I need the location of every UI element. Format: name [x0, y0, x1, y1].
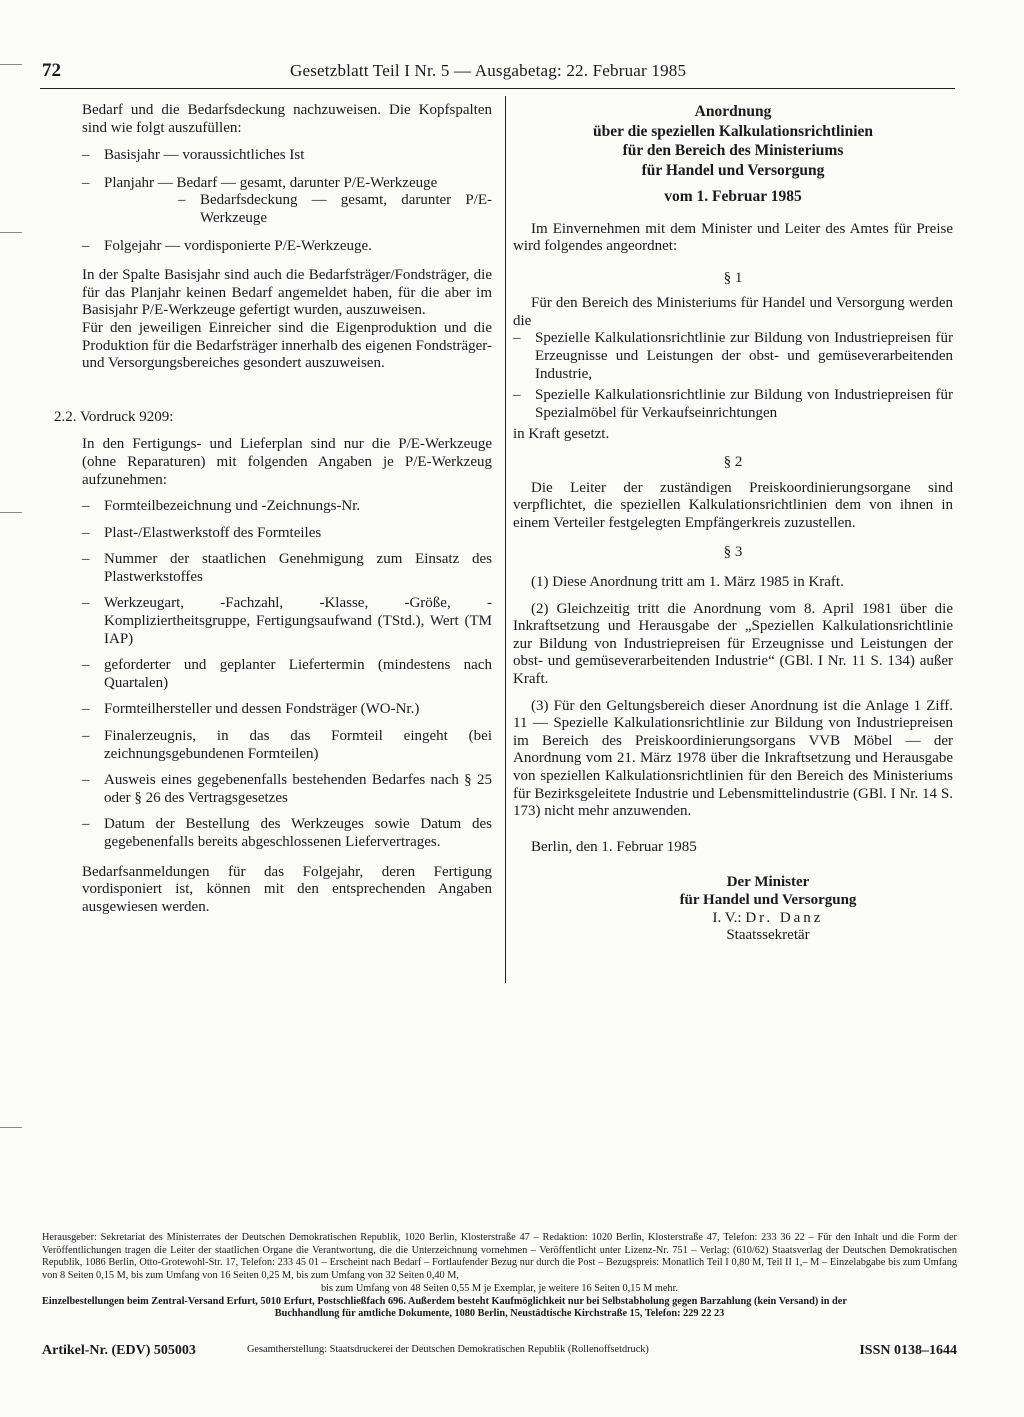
- section-2-text: Die Leiter der zuständigen Preiskoordinierungsorgane sind verpflichtet, die speziellen Kalkulationsrichtlinien dem von ihnen in einem Verteiler festgelegten Empfängerkreis zuzustellen.: [513, 479, 953, 531]
- decree-title-line: für den Bereich des Ministeriums: [622, 142, 844, 159]
- list-item: – Ausweis eines gegebenenfalls bestehenden Bedarfes nach § 25 oder § 26 des Vertragsgesetzes: [82, 772, 492, 807]
- imprint-bookshop: Buchhandlung für amtliche Dokumente, 1080 Berlin, Neustädtische Kirchstraße 15, Telefon: 229 22 23: [274, 1308, 725, 1320]
- margin-mark: [0, 64, 22, 65]
- intro-paragraph: Bedarf und die Bedarfsdeckung nachzuweisen. Die Kopfspalten sind wie folgt auszufüllen:: [82, 102, 492, 136]
- column-divider: [505, 96, 506, 983]
- list-item-planjahr: – Planjahr — Bedarf — gesamt, darunter P/E-Werkzeuge: [82, 175, 492, 193]
- list-item: – geforderter und geplanter Liefertermin (mindestens nach Quartalen): [82, 657, 492, 692]
- left-column: [54, 102, 492, 916]
- article-number: Artikel-Nr. (EDV) 505003: [42, 1343, 196, 1358]
- section-1-text: Für den Bereich des Ministeriums für Handel und Versorgung werden die: [513, 295, 953, 329]
- imprint-text: Herausgeber: Sekretariat des Ministerrates der Deutschen Demokratischen Republik, 1020 Berlin, Klosterstraße 47 – Redaktion: 1020 Berlin, Klosterstraße 47, Telefon: 233 36 22 – Für den Inhalt und die Form der Veröffentlichungen tragen die Leiter der staatlichen Organe die Verantwortung, die die Unterzeichnung vornehmen – Veröffentlicht unter Lizenz-Nr. 751 – Verlag: (610/62) Staatsverlag der Deutschen Demokratischen Republik, 1086 Berlin, Otto-Grotewohl-Str. 17, Telefon: 233 45 01 – Erscheint nach Bedarf – Fortlaufender Bezug nur durch die Post – Bezugspreis: Monatlich Teil I 0,80 M, Teil II 1,– M – Einzelabgabe bis zum Umfang von 8 Seiten 0,15 M, bis zum Umfang von 16 Seiten 0,25 M, bis zum Umfang von 32 Seiten 0,40 M,: [42, 1232, 957, 1282]
- decree-title-line: Anordnung: [694, 103, 772, 120]
- running-header: Gesetzblatt Teil I Nr. 5 — Ausgabetag: 22. Februar 1985: [290, 61, 687, 80]
- section-1-item: – Spezielle Kalkulationsrichtlinie zur Bildung von Industriepreisen für Spezialmöbel für Verkaufseinrichtungen: [513, 387, 953, 422]
- right-column: [513, 102, 953, 945]
- decree-date: vom 1. Februar 1985: [664, 188, 802, 205]
- paragraph-folgejahr: Bedarfsanmeldungen für das Folgejahr, deren Fertigung vordisponiert ist, können mit den entsprechenden Angaben ausgewiesen werden.: [82, 863, 492, 915]
- paragraph-einreicher: Für den jeweiligen Einreicher sind die Eigenproduktion und die Produktion für die Bedarfsträger innerhalb des eigenen Fondsträger- und Versorgungsbereiches gesondert auszuweisen.: [82, 319, 492, 372]
- signature-name: Dr. Danz: [745, 909, 824, 926]
- paragraph-basisjahr: In der Spalte Basisjahr sind auch die Bedarfsträger/Fondsträger, die für das Planjahr keinen Bedarf angemeldet haben, für die aber im Basisjahr P/E-Werkzeuge gefertigt wurden, auszuweisen.: [82, 267, 492, 319]
- section-sign-2: § 2: [723, 454, 743, 471]
- margin-mark: [0, 512, 22, 513]
- decree-title-line: für Handel und Versorgung: [641, 161, 825, 179]
- section-3-para-2: (2) Gleichzeitig tritt die Anordnung vom 8. April 1981 über die Inkraftsetzung und Herausgabe der „Speziellen Kalkulationsrichtlinie zur Bildung von Industriepreisen für Erzeugnisse und Leistungen der obst- und gemüseverarbeitenden Industrie“ (GBl. I Nr. 11 S. 134) außer Kraft.: [513, 600, 953, 687]
- margin-mark: [0, 232, 22, 233]
- decree-title-line: über die speziellen Kalkulationsrichtlinien: [592, 122, 874, 140]
- signature-role: Staatssekretär: [726, 927, 810, 944]
- list-item: – Finalerzeugnis, in das das Formteil eingeht (bei zeichnungsgebundenen Formteilen): [82, 728, 492, 763]
- list-item-folgejahr: – Folgejahr — vordisponierte P/E-Werkzeuge.: [82, 238, 492, 256]
- section-3-para-1: (1) Diese Anordnung tritt am 1. März 1985 in Kraft.: [531, 574, 844, 590]
- margin-mark: [0, 1127, 22, 1128]
- list-item: – Formteilhersteller und dessen Fondsträger (WO-Nr.): [82, 701, 492, 719]
- signature-block: [513, 874, 953, 944]
- signature-title: für Handel und Versorgung: [679, 891, 857, 908]
- signature-title: Der Minister: [726, 874, 810, 891]
- section-3-para-3: (3) Für den Geltungsbereich dieser Anordnung ist die Anlage 1 Ziff. 11 — Spezielle Kalkulationsrichtlinie zur Bildung von Industriepreisen im Bereich des Preiskoordinierungsorgans VVB Möbel — der Anordnung vom 21. März 1978 über die Inkraftsetzung und Herausgabe von speziellen Kalkulationsrichtlinien für den Bereich des Ministeriums für Bezirksgeleitete Industrie und Lebensmittelindustrie (GBl. I Nr. 14 S. 173) nicht mehr anzuwenden.: [513, 697, 953, 820]
- imprint-text-center: bis zum Umfang von 48 Seiten 0,55 M je Exemplar, je weitere 16 Seiten 0,15 M mehr.: [320, 1282, 679, 1294]
- signature-iv: I. V.:: [712, 909, 742, 926]
- list-item: – Datum der Bestellung des Werkzeuges sowie Datum des gegebenenfalls bereits abgeschlossenen Liefervertrages.: [82, 816, 492, 851]
- decree-title: [513, 102, 953, 207]
- list-item-basisjahr: – Basisjahr — voraussichtliches Ist: [82, 147, 492, 165]
- imprint: [42, 1232, 957, 1321]
- list-item: – Werkzeugart, -Fachzahl, -Klasse, -Größe, -Kompliziertheitsgruppe, Fertigungsaufwand (TStd.), Wert (TM IAP): [82, 595, 492, 648]
- imprint-ordering: Einzelbestellungen beim Zentral-Versand Erfurt, 5010 Erfurt, Postschließfach 696. Außerdem besteht Kaufmöglichkeit nur bei Selbstabholung gegen Barzahlung (kein Versand) in der: [42, 1295, 847, 1307]
- section-sign-1: § 1: [723, 269, 743, 286]
- printer-note: Gesamtherstellung: Staatsdruckerei der Deutschen Demokratischen Republik (Rollenoffsetdruck): [247, 1344, 649, 1355]
- place-and-date: Berlin, den 1. Februar 1985: [531, 838, 697, 855]
- list-item: – Formteilbezeichnung und -Zeichnungs-Nr.: [82, 498, 492, 516]
- list-item: – Plast-/Elastwerkstoff des Formteiles: [82, 525, 492, 543]
- preamble: Im Einvernehmen mit dem Minister und Leiter des Amtes für Preise wird folgendes angeordnet:: [513, 220, 953, 255]
- section-1-item: – Spezielle Kalkulationsrichtlinie zur Bildung von Industriepreisen für Erzeugnisse und Leistungen der obst- und gemüseverarbeitenden Industrie,: [513, 330, 953, 383]
- section-sign-3: § 3: [723, 544, 743, 561]
- signature-name-line: [583, 910, 953, 928]
- page-number: 72: [42, 60, 61, 81]
- header-rule: [40, 88, 955, 89]
- paragraph-fertigungsplan: In den Fertigungs- und Lieferplan sind nur die P/E-Werkzeuge (ohne Reparaturen) mit folgenden Angaben je P/E-Werkzeug aufzunehmen:: [82, 436, 492, 488]
- section-1-end: in Kraft gesetzt.: [513, 426, 610, 443]
- issn: ISSN 0138–1644: [859, 1343, 957, 1358]
- list-item: – Nummer der staatlichen Genehmigung zum Einsatz des Plastwerkstoffes: [82, 551, 492, 586]
- list-item-planjahr-sub: – Bedarfsdeckung — gesamt, darunter P/E-Werkzeuge: [82, 192, 492, 227]
- section-heading-2-2: 2.2. Vordruck 9209:: [54, 408, 174, 425]
